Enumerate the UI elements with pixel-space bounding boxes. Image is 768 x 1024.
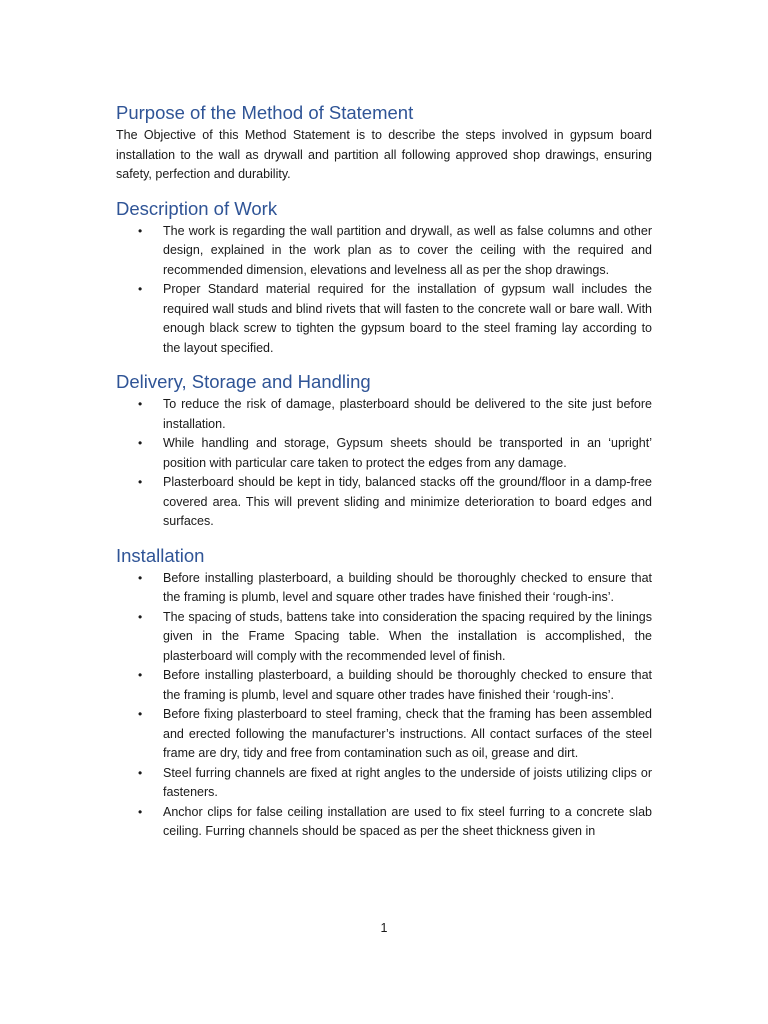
bullet-icon: • — [138, 804, 143, 819]
bullet-list — [116, 222, 652, 359]
list-item-text: The spacing of studs, battens take into consideration the spacing required by the linings given in the Frame Spacing table. When the installation is accomplished, the plasterboard will comply with the recommended level of finish. — [163, 609, 652, 663]
list-item — [116, 473, 652, 532]
section-description-of-work — [116, 196, 652, 359]
bullet-icon: • — [138, 765, 143, 780]
list-item-text: Before installing plasterboard, a building should be thoroughly checked to ensure that the framing is plumb, level and square other trades have finished their ‘rough-ins’. — [163, 668, 652, 702]
list-item-text: Plasterboard should be kept in tidy, balanced stacks off the ground/floor in a damp-free covered area. This will prevent sliding and minimize deterioration to board edges and surfaces. — [163, 475, 652, 528]
section-heading: Installation — [116, 544, 205, 566]
section-heading: Purpose of the Method of Statement — [116, 102, 414, 123]
list-item-text: Anchor clips for false ceiling installation are used to fix steel furring to a concrete slab ceiling. Furring channels should be spaced as per the sheet thickness given in — [163, 804, 652, 838]
list-item — [116, 569, 652, 608]
bullet-icon: • — [138, 397, 143, 411]
list-item-text: Proper Standard material required for the installation of gypsum wall includes the required wall studs and blind rivets that will fasten to the concrete wall or bare wall. With enough black screw to tighten the gypsum board to the steel framing lay according to the layout specified. — [163, 282, 652, 355]
list-item-text: Before installing plasterboard, a building should be thoroughly checked to ensure that the framing is plumb, level and square other trades have finished their ‘rough-ins’. — [163, 570, 652, 604]
list-item-text: While handling and storage, Gypsum sheets should be transported in an ‘upright’ position with particular care taken to protect the edges from any damage. — [163, 436, 652, 470]
list-item — [116, 705, 652, 764]
list-item — [116, 395, 652, 434]
bullet-icon: • — [138, 436, 143, 450]
list-item — [116, 666, 652, 705]
bullet-icon: • — [138, 475, 143, 489]
bullet-icon: • — [138, 223, 143, 238]
list-item-text: Steel furring channels are fixed at right angles to the underside of joists utilizing clips or fasteners. — [163, 765, 652, 799]
list-item — [116, 803, 652, 842]
list-item — [116, 608, 652, 667]
bullet-icon: • — [138, 668, 143, 682]
section-purpose — [116, 100, 652, 185]
list-item — [116, 434, 652, 473]
list-item — [116, 280, 652, 358]
list-item-text: Before fixing plasterboard to steel framing, check that the framing has been assembled and erected following the manufacturer’s instructions. All contact surfaces of the steel frame are dry, tidy and free from contamination such as oil, grease and dirt. — [163, 707, 652, 760]
page-number: 1 — [380, 921, 388, 935]
bullet-list — [116, 395, 652, 532]
section-installation — [116, 543, 652, 842]
list-item — [116, 222, 652, 281]
bullet-icon: • — [138, 707, 143, 721]
section-paragraph: The Objective of this Method Statement is to describe the steps involved in gypsum board installation to the wall as drywall and partition all following approved shop drawings, ensuring safety, perfection and durability. — [116, 128, 652, 181]
list-item-text: To reduce the risk of damage, plasterboard should be delivered to the site just before installation. — [163, 397, 652, 431]
bullet-icon: • — [138, 609, 143, 624]
bullet-list — [116, 569, 652, 842]
section-heading: Delivery, Storage and Handling — [116, 371, 371, 392]
bullet-icon: • — [138, 570, 143, 585]
bullet-icon: • — [138, 282, 143, 296]
section-heading: Description of Work — [116, 197, 278, 219]
page-content — [116, 100, 652, 842]
list-item-text: The work is regarding the wall partition and drywall, as well as false columns and other design, explained in the work plan as to cover the ceiling with the required and recommended dimension, elevations and levelness all as per the shop drawings. — [163, 223, 652, 277]
section-delivery-storage-handling — [116, 369, 652, 532]
list-item — [116, 764, 652, 803]
